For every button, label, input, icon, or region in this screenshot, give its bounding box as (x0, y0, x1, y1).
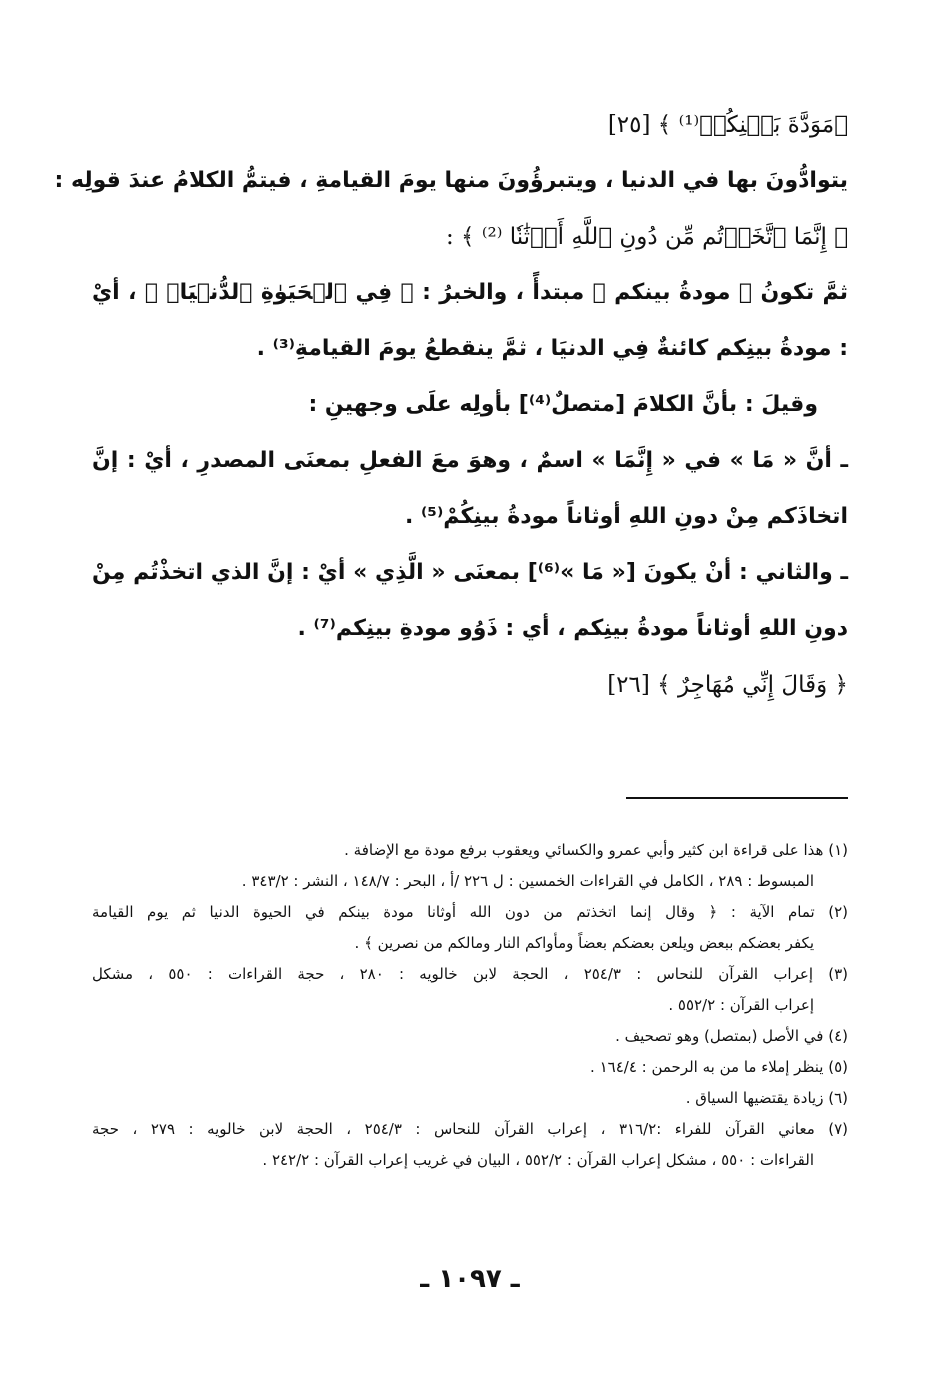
text-line: يتوادُّونَ بها في الدنيا ، ويتبرؤُونَ منها يومَ القيامةِ ، فيتمُّ الكلامُ عندَ قولِه : (54, 168, 848, 193)
main-text (54, 110, 849, 726)
footnote-separator (626, 797, 848, 799)
footnotes (92, 840, 848, 1181)
footnote-2-cont: يكفر بعضكم ببعض ويلعن بعضكم بعضاً ومأواكم النار ومالكم من نصرين ﴾ . (354, 934, 814, 952)
text-line: اتخاذَكم مِنْ دونِ اللهِ أوثاناً مودةُ بينِكُمْ⁽⁵⁾ . (404, 504, 848, 529)
footnote-4: (٤) في الأصل (بمتصل) وهو تصحيف . (615, 1027, 848, 1045)
text-line: ـ والثاني : أنْ يكونَ [« مَا »⁽⁶⁾] بمعنَى « الَّذِي » أيْ : إنَّ الذي اتخذْتُم مِنْ (92, 560, 849, 585)
text-line: وقيلَ : بأنَّ الكلامَ [متصلٌ⁽⁴⁾] بأولِه علَى وجهينِ : (308, 392, 818, 417)
footnote-1: (١) هذا على قراءة ابن كثير وأبي عمرو والكسائي ويعقوب برفع مودة مع الإضافة . (344, 841, 848, 859)
page-number: ـ ١٠٩٧ ـ (420, 1264, 520, 1294)
footnote-5: (٥) ينظر إملاء ما من به الرحمن : ١٦٤/٤ . (590, 1058, 848, 1076)
footnote-7: (٧) معاني القرآن للفراء :٣١٦/٢ ، إعراب القرآن للنحاس : ٢٥٤/٣ ، الحجة لابن خالويه : ٢٧٩ ، حجة (92, 1120, 849, 1138)
text-line: ثمَّ تكونُ ﴿ مودةُ بينكم ﴾ مبتدأً ، والخبرُ : ﴿ فِي ٱلۡحَيَوٰةِ ٱلدُّنۡيَاۖ ﴾ ، أيْ (92, 280, 848, 305)
text-line: ـ أنَّ « مَا » في « إِنَّمَا » اسمٌ ، وهوَ معَ الفعلِ بمعنَى المصدرِ ، أيْ : إنَّ (92, 448, 848, 473)
text-line: : مودةُ بينِكم كائنةٌ فِي الدنيَا ، ثمَّ ينقطعُ يومَ القيامةِ⁽³⁾ . (256, 336, 848, 361)
footnote-7-cont: القراءات : ٥٥٠ ، مشكل إعراب القرآن : ٥٥٢/٢ ، البيان في غريب إعراب القرآن : ٢٤٢/٢ . (262, 1151, 814, 1169)
verse-quote: ﴿ إِنَّمَا ٱتَّخَذۡتُم مِّن دُونِ ٱللَّهِ أَوۡثَٰنٗا ⁽²⁾ ﴾ : (446, 224, 848, 250)
footnote-6: (٦) زيادة يقتضيها السياق . (685, 1089, 848, 1107)
verse-heading-25: ﴿مَوَدَّةَ بَيۡنِكُمۡ⁽¹⁾ ﴾ [٢٥] (607, 112, 848, 138)
footnote-2: (٢) تمام الآية : ﴿ وقال إنما اتخذتم من دون الله أوثانا مودة بينكم في الحيوة الدنيا ثم يوم القيامة (92, 903, 848, 921)
verse-heading-26: ﴿ وَقَالَ إِنِّي مُهَاجِرٌ ﴾ [٢٦] (607, 672, 848, 698)
text-line: دونِ اللهِ أوثاناً مودةُ بينِكم ، أي : ذَوُو مودةِ بينِكم⁽⁷⁾ . (297, 616, 848, 641)
footnote-3: (٣) إعراب القرآن للنحاس : ٢٥٤/٣ ، الحجة لابن خالويه : ٢٨٠ ، حجة القراءات : ٥٥٠ ، مشكل (92, 965, 848, 983)
footnote-3-cont: إعراب القرآن : ٥٥٢/٢ . (668, 996, 814, 1014)
footnote-1-cont: المبسوط : ٢٨٩ ، الكامل في القراءات الخمسين : ل ٢٢٦ /أ ، البحر : ١٤٨/٧ ، النشر : ٣٤٣/٢ . (241, 872, 814, 890)
